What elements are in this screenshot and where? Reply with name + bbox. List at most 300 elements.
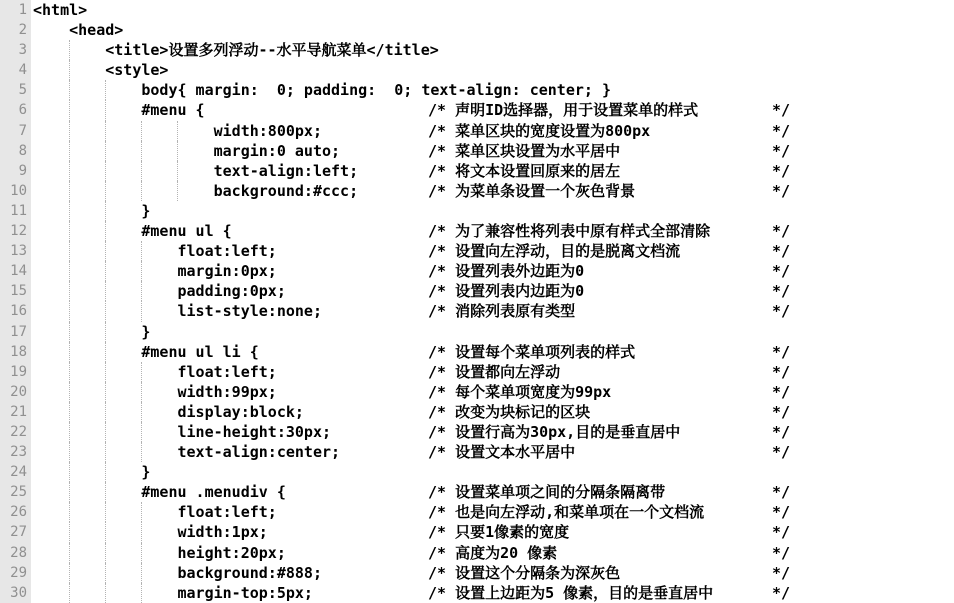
line-number: 14 [0,261,31,281]
comment-body [428,342,635,362]
comment-text: 设置行高为30px,目的是垂直居中 [455,422,681,441]
comment-close-token: */ [771,543,790,562]
line-number: 22 [0,422,31,442]
comment-body [428,261,584,281]
indent-guide [69,161,70,181]
code-text: float:left; [33,362,277,381]
code-text: #menu .menudiv { [33,483,286,502]
comment-close-token: */ [771,181,790,200]
code-line[interactable] [0,241,954,261]
comment-body [428,442,575,462]
code-line[interactable] [0,422,954,442]
comment-open-token: /* [428,342,447,361]
indent-guide [69,261,70,281]
comment-open-token: /* [428,422,447,441]
indent-guide [141,141,142,161]
comment-close-token: */ [771,282,790,301]
indent-guide [69,422,70,442]
line-number: 10 [0,181,31,201]
line-number: 28 [0,543,31,563]
indent-guide [105,141,106,161]
line-content[interactable] [31,141,954,161]
comment-text: 设置文本水平居中 [455,443,576,462]
comment-open-token: /* [428,242,447,261]
indent-guide [141,281,142,301]
comment-body [428,100,698,120]
code-line[interactable] [0,583,954,603]
comment-text: 也是向左浮动,和菜单项在一个文档流 [455,503,705,522]
code-text: } [33,463,151,482]
line-content[interactable] [31,60,954,80]
line-content[interactable] [31,362,954,382]
comment-text: 设置菜单项之间的分隔条隔离带 [455,483,666,502]
indent-guide [105,482,106,502]
code-text: margin:0 auto; [33,141,341,160]
indent-guide [141,502,142,522]
code-line[interactable] [0,382,954,402]
indent-guide [69,402,70,422]
comment-text: 设置都向左浮动 [455,362,561,381]
indent-guide [69,382,70,402]
indent-guide [141,422,142,442]
code-text: float:left; [33,242,277,261]
code-comment [428,121,790,141]
code-comment [428,482,790,502]
code-comment [428,221,790,241]
comment-close-token: */ [771,101,790,120]
indent-guide [69,362,70,382]
code-line[interactable] [0,322,954,342]
line-number: 11 [0,201,31,221]
line-number: 30 [0,583,31,603]
line-content[interactable] [31,201,954,221]
comment-close-token: */ [771,262,790,281]
line-number: 17 [0,322,31,342]
line-number: 13 [0,241,31,261]
code-text: body{ margin: 0; padding: 0; text-align: center; } [33,81,611,100]
indent-guide [69,342,70,362]
comment-text: 将文本设置回原来的居左 [455,161,621,180]
code-line[interactable] [0,502,954,522]
comment-text: 设置列表内边距为0 [455,282,585,301]
code-comment [428,261,790,281]
comment-open-token: /* [428,483,447,502]
line-number: 1 [0,0,31,20]
comment-open-token: /* [428,262,447,281]
comment-body [428,241,680,261]
comment-text: 消除列表原有类型 [455,302,576,321]
line-content[interactable] [31,543,954,563]
comment-close-token: */ [771,483,790,502]
line-content[interactable] [31,181,954,201]
comment-text: 设置这个分隔条为深灰色 [455,563,621,582]
line-content[interactable] [31,322,954,342]
line-content[interactable] [31,161,954,181]
indent-guide [141,382,142,402]
indent-guide [177,181,178,201]
code-comment [428,502,790,522]
comment-close-token: */ [771,362,790,381]
code-text: #menu ul li { [33,342,259,361]
comment-text: 高度为20 像素 [455,543,558,562]
indent-guide [105,261,106,281]
code-line[interactable] [0,442,954,462]
comment-open-token: /* [428,443,447,462]
code-line[interactable] [0,261,954,281]
line-number: 24 [0,462,31,482]
comment-text: 设置每个菜单项列表的样式 [455,342,636,361]
comment-body [428,161,620,181]
code-text: margin:0px; [33,262,277,281]
indent-guide [141,442,142,462]
code-comment [428,543,790,563]
indent-guide [141,522,142,542]
indent-guide [141,362,142,382]
line-content[interactable] [31,100,954,120]
comment-open-token: /* [428,402,447,421]
comment-open-token: /* [428,141,447,160]
comment-close-token: */ [771,523,790,542]
line-content[interactable] [31,121,954,141]
code-line[interactable] [0,161,954,181]
indent-guide [105,121,106,141]
indent-guide [105,161,106,181]
indent-guide [69,141,70,161]
code-text: <style> [33,61,169,80]
code-line[interactable] [0,462,954,482]
comment-close-token: */ [771,563,790,582]
comment-open-token: /* [428,563,447,582]
code-text: display:block; [33,402,304,421]
indent-guide [105,402,106,422]
comment-open-token: /* [428,543,447,562]
comment-open-token: /* [428,362,447,381]
comment-close-token: */ [771,121,790,140]
code-text: width:99px; [33,382,277,401]
line-number: 9 [0,161,31,181]
code-line[interactable] [0,281,954,301]
code-text: <html> [33,1,88,19]
code-comment [428,141,790,161]
indent-guide [141,583,142,603]
comment-close-token: */ [771,422,790,441]
indent-guide [69,522,70,542]
comment-close-token: */ [771,161,790,180]
code-text: padding:0px; [33,282,286,301]
code-comment [428,161,790,181]
code-comment [428,422,790,442]
indent-guide [69,100,70,120]
line-number: 21 [0,402,31,422]
comment-open-token: /* [428,583,447,602]
comment-body [428,563,620,583]
code-comment [428,402,790,422]
line-content[interactable] [31,382,954,402]
line-content[interactable] [31,442,954,462]
code-text: text-align:left; [33,161,359,180]
line-number: 3 [0,40,31,60]
comment-body [428,422,680,442]
code-line[interactable] [0,20,954,40]
code-line[interactable] [0,201,954,221]
indent-guide [69,60,70,80]
code-line[interactable] [0,543,954,563]
indent-guide [69,181,70,201]
code-text: list-style:none; [33,302,322,321]
code-comment [428,382,790,402]
code-text: width:1px; [33,523,268,542]
line-content[interactable] [31,502,954,522]
indent-guide [141,301,142,321]
line-number: 15 [0,281,31,301]
line-number: 23 [0,442,31,462]
comment-body [428,281,584,301]
code-text: float:left; [33,503,277,522]
indent-guide [141,121,142,141]
line-content[interactable] [31,241,954,261]
code-text: <title>设置多列浮动--水平导航菜单</title> [33,41,439,60]
comment-body [428,543,557,563]
indent-guide [141,543,142,563]
indent-guide [141,241,142,261]
indent-guide [69,80,70,100]
code-line[interactable] [0,563,954,583]
code-line[interactable] [0,100,954,120]
line-number: 8 [0,141,31,161]
code-comment [428,281,790,301]
code-line[interactable] [0,221,954,241]
code-comment [428,342,790,362]
line-content[interactable] [31,80,954,100]
code-comment [428,301,790,321]
indent-guide [105,502,106,522]
comment-body [428,141,620,161]
code-text: } [33,201,151,220]
indent-guide [69,221,70,241]
line-number: 12 [0,221,31,241]
code-comment [428,522,790,542]
indent-guide [69,442,70,462]
indent-guide [105,563,106,583]
indent-guide [141,402,142,422]
comment-open-token: /* [428,523,447,542]
code-text: #menu { [33,101,205,120]
comment-close-token: */ [771,222,790,241]
comment-close-token: */ [771,583,790,602]
line-number: 7 [0,121,31,141]
line-content[interactable] [31,281,954,301]
indent-guide [69,40,70,60]
comment-text: 菜单区块设置为水平居中 [455,141,621,160]
indent-guide [69,462,70,482]
indent-guide [69,322,70,342]
line-content[interactable] [31,40,954,60]
line-content[interactable] [31,522,954,542]
comment-close-token: */ [771,141,790,160]
line-content[interactable] [31,20,954,40]
indent-guide [105,583,106,603]
comment-body [428,121,650,141]
indent-guide [105,100,106,120]
line-content[interactable] [31,261,954,281]
line-number: 26 [0,502,31,522]
line-content[interactable] [31,402,954,422]
indent-guide [105,80,106,100]
indent-guide [69,482,70,502]
line-number: 18 [0,342,31,362]
comment-body [428,402,590,422]
comment-close-token: */ [771,402,790,421]
indent-guide [105,281,106,301]
line-number: 2 [0,20,31,40]
comment-close-token: */ [771,342,790,361]
line-number: 5 [0,80,31,100]
indent-guide [69,563,70,583]
indent-guide [69,241,70,261]
indent-guide [105,462,106,482]
indent-guide [105,342,106,362]
indent-guide [177,141,178,161]
comment-close-token: */ [771,302,790,321]
indent-guide [105,322,106,342]
line-number: 4 [0,60,31,80]
indent-guide [69,121,70,141]
indent-guide [69,543,70,563]
line-number: 16 [0,301,31,321]
indent-guide [105,301,106,321]
code-text: } [33,322,151,341]
code-line[interactable] [0,40,954,60]
line-number: 19 [0,362,31,382]
comment-body [428,482,665,502]
line-number: 29 [0,563,31,583]
indent-guide [105,221,106,241]
line-content[interactable] [31,0,954,20]
comment-open-token: /* [428,121,447,140]
code-comment [428,181,790,201]
line-content[interactable] [31,462,954,482]
comment-body [428,522,569,542]
code-line[interactable] [0,482,954,502]
line-content[interactable] [31,563,954,583]
comment-body [428,181,635,201]
code-line[interactable] [0,80,954,100]
code-comment [428,100,790,120]
code-text: background:#888; [33,563,322,582]
indent-guide [105,181,106,201]
code-text: #menu ul { [33,222,232,241]
code-comment [428,362,790,382]
comment-open-token: /* [428,101,447,120]
comment-open-token: /* [428,282,447,301]
indent-guide [177,161,178,181]
comment-body [428,382,611,402]
comment-text: 设置列表外边距为0 [455,262,585,281]
comment-open-token: /* [428,302,447,321]
comment-text: 改变为块标记的区块 [455,402,591,421]
indent-guide [69,201,70,221]
line-number: 27 [0,522,31,542]
indent-guide [105,362,106,382]
indent-guide [177,121,178,141]
comment-open-token: /* [428,161,447,180]
comment-text: 为菜单条设置一个灰色背景 [455,181,636,200]
code-text: width:800px; [33,121,322,140]
comment-body [428,362,560,382]
code-comment [428,583,790,603]
code-text: height:20px; [33,543,286,562]
line-content[interactable] [31,583,954,603]
comment-close-token: */ [771,382,790,401]
comment-text: 声明ID选择器，用于设置菜单的样式 [455,101,699,120]
code-line[interactable] [0,342,954,362]
code-line[interactable] [0,522,954,542]
comment-text: 只要1像素的宽度 [455,523,570,542]
indent-guide [105,522,106,542]
code-text: margin-top:5px; [33,583,313,602]
code-comment [428,241,790,261]
indent-guide [141,181,142,201]
indent-guide [69,281,70,301]
comment-text: 为了兼容性将列表中原有样式全部清除 [455,222,711,241]
comment-text: 菜单区块的宽度设置为800px [455,121,651,140]
indent-guide [105,442,106,462]
indent-guide [105,543,106,563]
line-content[interactable] [31,221,954,241]
code-text: text-align:center; [33,443,341,462]
indent-guide [69,502,70,522]
indent-guide [105,382,106,402]
indent-guide [105,201,106,221]
line-number: 20 [0,382,31,402]
code-line[interactable] [0,141,954,161]
line-content[interactable] [31,342,954,362]
line-number: 6 [0,100,31,120]
line-number: 25 [0,482,31,502]
line-content[interactable] [31,301,954,321]
code-comment [428,442,790,462]
comment-close-token: */ [771,242,790,261]
comment-open-token: /* [428,382,447,401]
comment-text: 设置上边距为5 像素，目的是垂直居中 [455,583,714,602]
indent-guide [69,583,70,603]
indent-guide [141,161,142,181]
code-line[interactable] [0,402,954,422]
line-content[interactable] [31,482,954,502]
code-line[interactable] [0,301,954,321]
comment-close-token: */ [771,443,790,462]
code-line[interactable] [0,121,954,141]
indent-guide [69,301,70,321]
line-content[interactable] [31,422,954,442]
code-line[interactable] [0,60,954,80]
comment-close-token: */ [771,503,790,522]
code-text: background:#ccc; [33,181,359,200]
indent-guide [141,261,142,281]
comment-body [428,583,713,603]
comment-open-token: /* [428,181,447,200]
comment-open-token: /* [428,503,447,522]
indent-guide [141,563,142,583]
indent-guide [105,241,106,261]
code-text: line-height:30px; [33,422,332,441]
code-line[interactable] [0,362,954,382]
comment-text: 每个菜单项宽度为99px [455,382,612,401]
comment-body [428,502,704,522]
code-line[interactable] [0,0,954,20]
code-line[interactable] [0,181,954,201]
comment-open-token: /* [428,222,447,241]
